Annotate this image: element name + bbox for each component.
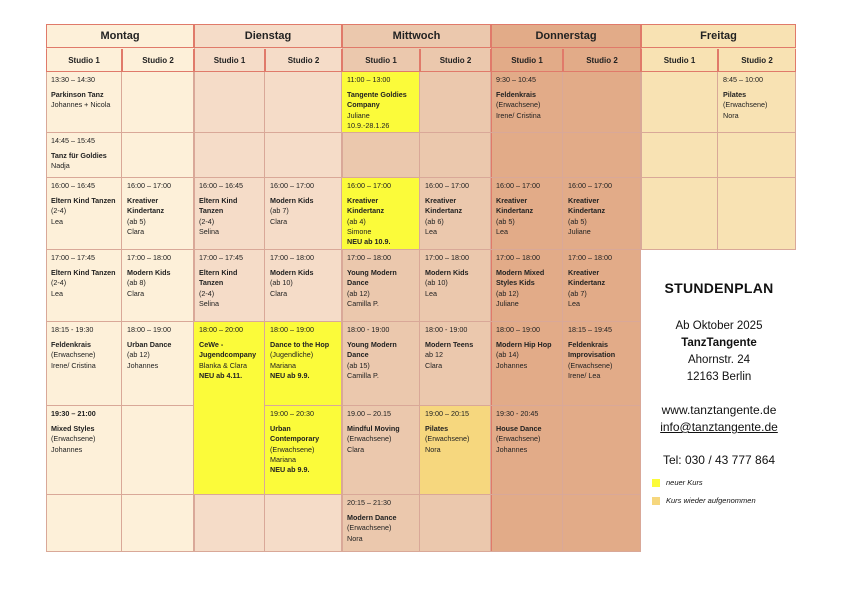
class-detail: Clara xyxy=(127,288,145,298)
class-detail: (Erwachsene) xyxy=(270,444,315,454)
empty-slot xyxy=(122,72,194,133)
class-time: 19.00 – 20.15 xyxy=(347,409,391,418)
class-name: Kreativer Kindertanz xyxy=(568,268,606,288)
class-slot[interactable] xyxy=(491,72,563,133)
day-header-thu: Donnerstag xyxy=(491,24,641,48)
class-slot[interactable] xyxy=(194,178,265,250)
class-name: Eltern Kind Tanzen xyxy=(199,268,238,288)
empty-slot xyxy=(641,178,718,250)
class-slot[interactable] xyxy=(46,178,122,250)
class-time: 16:00 – 17:00 xyxy=(568,181,612,190)
class-time: 9:30 – 10:45 xyxy=(496,75,536,84)
class-time: 20:15 – 21:30 xyxy=(347,498,391,507)
class-detail: Johannes + Nicola xyxy=(51,100,111,110)
class-detail: (ab 12) xyxy=(347,288,370,298)
legend-new-label: neuer Kurs xyxy=(666,478,703,487)
empty-slot xyxy=(265,133,342,178)
legend-resumed-label: Kurs wieder aufgenommen xyxy=(666,496,756,505)
class-name: Modern Dance xyxy=(347,513,397,523)
class-slot[interactable] xyxy=(342,72,420,133)
class-detail: Camilla P. xyxy=(347,370,379,380)
class-slot[interactable] xyxy=(265,250,342,322)
class-detail: (2-4) xyxy=(199,288,215,298)
class-slot[interactable] xyxy=(491,250,563,322)
class-name: Eltern Kind Tanzen xyxy=(51,268,116,278)
empty-slot xyxy=(122,406,194,495)
class-slot[interactable] xyxy=(194,250,265,322)
class-detail: (ab 12) xyxy=(496,288,519,298)
studio-header: Studio 2 xyxy=(122,49,194,72)
class-name: Kreativer Kindertanz xyxy=(347,196,385,216)
day-header-mon: Montag xyxy=(46,24,194,48)
class-time: 16:00 – 16:45 xyxy=(199,181,243,190)
class-detail: Clara xyxy=(127,226,145,236)
class-name: CeWe - Jugendcompany xyxy=(199,340,257,360)
class-name: Feldenkrais xyxy=(51,340,91,350)
class-slot[interactable] xyxy=(342,250,420,322)
legend-resumed xyxy=(652,496,756,505)
class-detail: (Erwachsene) xyxy=(496,100,541,110)
class-time: 16:00 – 17:00 xyxy=(496,181,540,190)
class-time: 8:45 – 10:00 xyxy=(723,75,763,84)
class-detail: (ab 14) xyxy=(496,350,519,360)
empty-slot xyxy=(122,133,194,178)
class-detail: Mariana xyxy=(270,360,296,370)
class-name: Young Modern Dance xyxy=(347,268,397,288)
class-detail: 10.9.-28.1.26 xyxy=(347,120,390,130)
class-slot[interactable] xyxy=(46,133,122,178)
studio-name: TanzTangente xyxy=(681,337,757,349)
day-header-fri: Freitag xyxy=(641,24,796,48)
class-time: 16:00 – 17:00 xyxy=(347,181,391,190)
class-slot[interactable] xyxy=(194,322,265,495)
class-time: 18:00 – 19:00 xyxy=(496,325,540,334)
class-detail: Blanka & Clara xyxy=(199,360,247,370)
class-name: Mixed Styles xyxy=(51,424,95,434)
class-name: Modern Mixed Styles Kids xyxy=(496,268,545,288)
class-detail: (ab 10) xyxy=(270,278,293,288)
class-time: 18:15 - 19:30 xyxy=(51,325,94,334)
class-name: Tangente Goldies Company xyxy=(347,90,407,110)
class-note: NEU ab 9.9. xyxy=(270,370,310,380)
class-detail: (Jugendliche) xyxy=(270,350,314,360)
empty-slot xyxy=(420,133,491,178)
class-detail: Nora xyxy=(347,533,363,543)
class-time: 17:00 – 18:00 xyxy=(425,253,469,262)
class-name: Feldenkrais xyxy=(496,90,536,100)
class-detail: (ab 5) xyxy=(127,216,146,226)
class-time: 18:00 – 19:00 xyxy=(270,325,314,334)
empty-slot xyxy=(194,133,265,178)
class-time: 17:00 – 18:00 xyxy=(270,253,314,262)
class-detail: Irene/ Lea xyxy=(568,370,601,380)
class-time: 16:00 – 16:45 xyxy=(51,181,95,190)
website-link[interactable]: www.tanztangente.de xyxy=(661,403,777,417)
studio-header: Studio 2 xyxy=(718,49,796,72)
class-slot[interactable] xyxy=(491,178,563,250)
class-time: 14:45 – 15:45 xyxy=(51,136,95,145)
studio-header: Studio 1 xyxy=(194,49,265,72)
empty-slot xyxy=(563,72,641,133)
class-name: Dance to the Hop xyxy=(270,340,330,350)
class-time: 17:00 – 18:00 xyxy=(568,253,612,262)
empty-slot xyxy=(342,133,420,178)
class-detail: Lea xyxy=(425,288,437,298)
class-time: 18:00 - 19:00 xyxy=(347,325,390,334)
studio-header: Studio 2 xyxy=(420,49,491,72)
class-time: 16:00 – 17:00 xyxy=(127,181,171,190)
empty-slot xyxy=(563,495,641,552)
class-detail: Camilla P. xyxy=(347,298,379,308)
class-slot[interactable] xyxy=(563,178,641,250)
class-slot[interactable] xyxy=(718,72,796,133)
empty-slot xyxy=(641,72,718,133)
empty-slot xyxy=(265,495,342,552)
class-name: House Dance xyxy=(496,424,542,434)
class-detail: (ab 10) xyxy=(425,278,448,288)
class-name: Kreativer Kindertanz xyxy=(425,196,463,216)
empty-slot xyxy=(46,495,122,552)
studio-header: Studio 1 xyxy=(641,49,718,72)
legend-resumed-swatch xyxy=(652,497,660,505)
empty-slot xyxy=(265,72,342,133)
class-slot[interactable] xyxy=(46,322,122,406)
empty-slot xyxy=(563,406,641,495)
street: Ahornstr. 24 xyxy=(687,354,750,366)
class-name: Modern Kids xyxy=(127,268,171,278)
class-detail: (2-4) xyxy=(51,278,67,288)
legend-new-swatch xyxy=(652,479,660,487)
class-slot[interactable] xyxy=(491,406,563,495)
class-name: Pilates xyxy=(425,424,449,434)
class-detail: (Erwachsene) xyxy=(568,360,613,370)
class-detail: Johannes xyxy=(496,444,528,454)
class-detail: Lea xyxy=(496,226,508,236)
class-detail: Juliane xyxy=(568,226,591,236)
date-line: Ab Oktober 2025 xyxy=(675,320,763,332)
class-slot[interactable] xyxy=(563,322,641,406)
empty-slot xyxy=(491,495,563,552)
class-detail: ab 12 xyxy=(425,350,443,360)
class-slot[interactable] xyxy=(420,250,491,322)
class-detail: Juliane xyxy=(347,110,370,120)
class-name: Modern Hip Hop xyxy=(496,340,552,350)
empty-slot xyxy=(122,495,194,552)
class-detail: Johannes xyxy=(496,360,528,370)
class-detail: (Erwachsene) xyxy=(496,434,541,444)
class-name: Modern Kids xyxy=(270,196,314,206)
class-slot[interactable] xyxy=(265,406,342,495)
class-name: Kreativer Kindertanz xyxy=(496,196,534,216)
class-time: 16:00 – 17:00 xyxy=(425,181,469,190)
class-time: 18:00 - 19:00 xyxy=(425,325,468,334)
class-name: Feldenkrais Improvisation xyxy=(568,340,616,360)
class-name: Tanz für Goldies xyxy=(51,151,107,161)
class-detail: (2-4) xyxy=(51,206,67,216)
empty-slot xyxy=(194,72,265,133)
class-name: Parkinson Tanz xyxy=(51,90,104,100)
class-note: NEU ab 4.11. xyxy=(199,370,243,380)
class-detail: Selina xyxy=(199,298,219,308)
class-detail: Nora xyxy=(425,444,441,454)
class-detail: (Erwachsene) xyxy=(51,434,96,444)
class-slot[interactable] xyxy=(420,322,491,406)
empty-slot xyxy=(491,133,563,178)
class-slot[interactable] xyxy=(46,250,122,322)
class-detail: Juliane xyxy=(496,298,519,308)
studio-header: Studio 1 xyxy=(491,49,563,72)
class-time: 17:00 – 17:45 xyxy=(199,253,243,262)
class-detail: Johannes xyxy=(127,360,159,370)
class-name: Modern Kids xyxy=(270,268,314,278)
email-link[interactable]: info@tanztangente.de xyxy=(660,420,778,434)
class-slot[interactable] xyxy=(46,406,122,495)
class-detail: (Erwachsene) xyxy=(425,434,470,444)
class-name: Urban Contemporary xyxy=(270,424,320,444)
class-detail: Nora xyxy=(723,110,739,120)
class-time: 17:00 – 18:00 xyxy=(347,253,391,262)
class-slot[interactable] xyxy=(265,322,342,406)
empty-slot xyxy=(563,133,641,178)
empty-slot xyxy=(420,495,491,552)
legend-new xyxy=(652,478,703,487)
page-title: STUNDENPLAN xyxy=(664,280,774,296)
class-detail: (ab 7) xyxy=(270,206,289,216)
class-slot[interactable] xyxy=(122,178,194,250)
info-panel xyxy=(642,250,796,552)
studio-header: Studio 1 xyxy=(46,49,122,72)
class-time: 17:00 – 18:00 xyxy=(496,253,540,262)
empty-slot xyxy=(420,72,491,133)
class-name: Eltern Kind Tanzen xyxy=(199,196,238,216)
class-time: 11:00 – 13:00 xyxy=(347,75,391,84)
day-header-wed: Mittwoch xyxy=(342,24,491,48)
class-detail: Clara xyxy=(347,444,365,454)
class-slot[interactable] xyxy=(122,250,194,322)
class-slot[interactable] xyxy=(342,322,420,406)
class-detail: (ab 15) xyxy=(347,360,370,370)
class-time: 19:00 – 20:15 xyxy=(425,409,469,418)
class-detail: Johannes xyxy=(51,444,83,454)
class-time: 17:00 – 17:45 xyxy=(51,253,95,262)
class-detail: (ab 12) xyxy=(127,350,150,360)
class-detail: (Erwachsene) xyxy=(347,523,392,533)
class-time: 18:00 – 20:00 xyxy=(199,325,243,334)
class-time: 18:15 – 19:45 xyxy=(568,325,612,334)
class-detail: (ab 6) xyxy=(425,216,444,226)
class-detail: (ab 7) xyxy=(568,288,587,298)
class-detail: (Erwachsene) xyxy=(723,100,768,110)
class-slot[interactable] xyxy=(122,322,194,406)
class-slot[interactable] xyxy=(420,178,491,250)
studio-header: Studio 1 xyxy=(342,49,420,72)
class-detail: Irene/ Cristina xyxy=(51,360,96,370)
class-detail: Lea xyxy=(568,298,580,308)
class-name: Modern Kids xyxy=(425,268,469,278)
class-detail: (2-4) xyxy=(199,216,215,226)
empty-slot xyxy=(641,133,718,178)
class-note: NEU ab 9.9. xyxy=(270,465,310,475)
class-name: Mindful Moving xyxy=(347,424,400,434)
class-time: 19:30 – 21:00 xyxy=(51,409,96,418)
class-slot[interactable] xyxy=(46,72,122,133)
class-detail: (Erwachsene) xyxy=(51,350,96,360)
class-detail: Mariana xyxy=(270,454,296,464)
class-name: Pilates xyxy=(723,90,747,100)
class-name: Urban Dance xyxy=(127,340,172,350)
studio-header: Studio 2 xyxy=(563,49,641,72)
city: 12163 Berlin xyxy=(686,371,752,383)
empty-slot xyxy=(194,495,265,552)
class-name: Young Modern Dance xyxy=(347,340,397,360)
class-slot[interactable] xyxy=(491,322,563,406)
class-detail: Clara xyxy=(270,216,288,226)
class-time: 18:00 – 19:00 xyxy=(127,325,171,334)
class-detail: (Erwachsene) xyxy=(347,434,392,444)
class-time: 19:00 – 20:30 xyxy=(270,409,314,418)
class-note: NEU ab 10.9. xyxy=(347,237,391,247)
class-name: Kreativer Kindertanz xyxy=(127,196,165,216)
class-name: Eltern Kind Tanzen xyxy=(51,196,116,206)
class-detail: (ab 5) xyxy=(568,216,587,226)
class-detail: Lea xyxy=(425,226,437,236)
class-time: 16:00 – 17:00 xyxy=(270,181,314,190)
class-detail: Simone xyxy=(347,226,372,236)
class-detail: Clara xyxy=(270,288,288,298)
empty-slot xyxy=(718,178,796,250)
class-detail: Lea xyxy=(51,288,63,298)
class-time: 17:00 – 18:00 xyxy=(127,253,171,262)
class-slot[interactable] xyxy=(563,250,641,322)
phone: Tel: 030 / 43 777 864 xyxy=(662,453,776,467)
class-detail: (ab 8) xyxy=(127,278,146,288)
class-time: 19:30 - 20:45 xyxy=(496,409,539,418)
class-detail: (ab 4) xyxy=(347,216,366,226)
class-slot[interactable] xyxy=(342,406,420,495)
class-slot[interactable] xyxy=(342,495,420,552)
day-header-tue: Dienstag xyxy=(194,24,342,48)
class-detail: Nadja xyxy=(51,161,70,171)
class-slot[interactable] xyxy=(342,178,420,250)
class-slot[interactable] xyxy=(265,178,342,250)
class-detail: Selina xyxy=(199,226,219,236)
studio-header: Studio 2 xyxy=(265,49,342,72)
class-slot[interactable] xyxy=(420,406,491,495)
class-name: Modern Teens xyxy=(425,340,474,350)
empty-slot xyxy=(718,133,796,178)
class-detail: Clara xyxy=(425,360,443,370)
class-name: Kreativer Kindertanz xyxy=(568,196,606,216)
class-time: 13:30 – 14:30 xyxy=(51,75,95,84)
class-detail: Irene/ Cristina xyxy=(496,110,541,120)
class-detail: (ab 5) xyxy=(496,216,515,226)
class-detail: Lea xyxy=(51,216,63,226)
